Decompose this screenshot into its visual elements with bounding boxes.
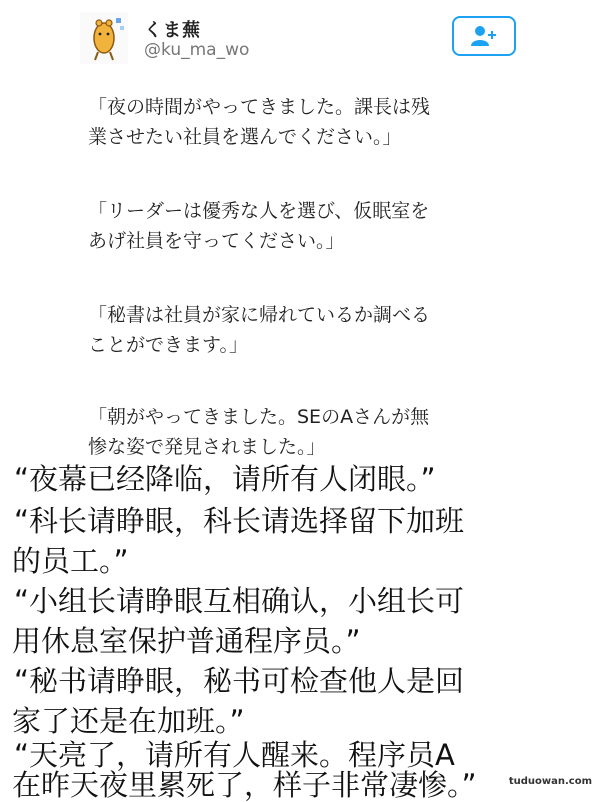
bear-avatar-icon [80,12,128,64]
person-add-icon [470,25,498,47]
tweet-header [0,0,600,72]
site-watermark: tuduowan.com [508,776,592,787]
user-handle[interactable]: @ku_ma_wo [144,40,250,60]
translation-line: 的员工。” [12,544,129,578]
tweet-text-quote-3: 「秘書は社員が家に帰れているか調べる ことができます。」 [88,304,431,356]
translation-line: “科长请睁眼，科长请选择留下加班 [14,504,465,538]
user-name[interactable]: くま蕪 [144,20,201,41]
chinese-translation [0,460,600,800]
translation-line: 用休息室保护普通程序员。” [12,624,361,658]
tweet-text-quote-4: 「朝がやってきました。SEのAさんが無 惨な姿で発見されました。」 [88,406,430,458]
tweet-text-quote-1: 「夜の時間がやってきました。課長は残 業させたい社員を選んでください。」 [88,96,431,148]
follow-button[interactable] [452,16,516,56]
translation-line: 家了还是在加班。” [12,704,245,738]
translation-line: “秘书请睁眼，秘书可检查他人是回 [14,664,465,698]
translation-line: “夜幕已经降临，请所有人闭眼。” [14,462,436,496]
translation-line: “小组长请睁眼互相确认，小组长可 [14,584,465,618]
user-avatar[interactable] [80,12,128,64]
tweet-text-quote-2: 「リーダーは優秀な人を選び、仮眠室を あげ社員を守ってください。」 [88,200,430,252]
translation-line: 在昨天夜里累死了，样子非常凄惨。” [12,768,477,802]
translation-line: “天亮了，请所有人醒来。程序员A [14,738,455,772]
